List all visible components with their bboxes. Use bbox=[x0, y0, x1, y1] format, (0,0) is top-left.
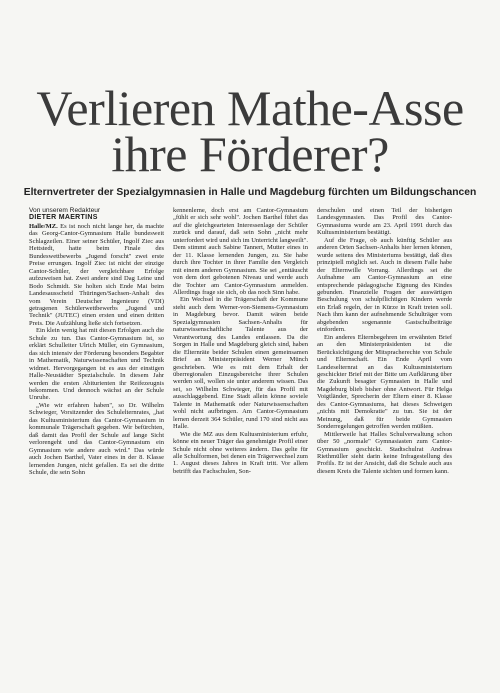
article-paragraph bbox=[173, 207, 308, 296]
headline-line-2: ihre Förderer? bbox=[111, 126, 389, 182]
dateline: Halle/MZ. bbox=[29, 223, 58, 230]
paragraph-text: „Wie wir erfahren haben", so Dr. Wilhelm Schwieger, Vorsitzender des Schulelternrates, „hat das Kultusministerium das Cantor-Gymnasium in kommunale Trägerschaft gegeben. Wir befürchten, daß damit das Profil der Schule auf lange Sicht verlorengeht und das Cantor-Gymnasium ein Gymnasium wie andere auch wird." Das würde auch Jochen Barthel, Vater eines in der 8. Klasse lernenden Jungen, nicht gefallen. Es sei die dritte Schule, die sein Sohn bbox=[29, 401, 164, 476]
paragraph-text: kennenlerne, doch erst am Cantor-Gymnasium „fühlt er sich sehr wohl". Jochen Barthel führt das auf die gleichgearteten Interessenlage der Schüler zurück und darauf, daß sein Sohn „nicht mehr unterfordert wird und sich im Unterricht langweilt". Dem stimmt auch Sabine Tannert, Mutter eines in der 11. Klasse lernenden Jungen, zu. Sie habe durch ihre Tochter in ihrer Familie den Vergleich mit einem anderen Gymnasium. Sie sei „enttäuscht von dem dort gebotenen Niveau und werde auch die Tochter am Cantor-Gymnasium anmelden. Allerdings frage sie sich, ob das noch Sinn habe. bbox=[173, 207, 308, 296]
article-column-2 bbox=[173, 207, 308, 652]
paragraph-text: Ein klein wenig hat mit diesen Erfolgen auch die Schule zu tun. Das Cantor-Gymnasium ist, so erklärt Schulleiter Ulrich Müller, ein Gymnasium, das sich intensiv der Förderung besonders Begabter in Mathematik, Naturwissenschaften und Technik widmet. Hervorgegangen ist es aus der einstigen Halle-Neustädter Spezialschule. In diesem Jahr werden die ersten Abiturienten ihr Reifezeugnis bekommen. Und dennoch wächst an der Schule Unruhe. bbox=[29, 327, 164, 402]
paragraph-text: Ein anderes Elternbegehren im erwähnten Brief an den Ministerpräsidenten ist die Berücksichtigung der Mitspracherechte von Schule und Elternschaft. Ein Ende April vom Landeselternrat an das Kultusministerium geschickter Brief mit der Bitte um Aufklärung über die Zukunft besagter Gymnasien in Halle und Magdeburg blieb bisher ohne Antwort. Für Helga Voigtländer, Sprecherin der Eltern einer 8. Klasse des Cantor-Gymnasiums, hat dieses Schweigen „nichts mit Demokratie" zu tun. Sie ist der Meinung, daß für beide Gymnasien Sonderregelungen getroffen werden müßten. bbox=[317, 333, 452, 431]
article-paragraph bbox=[29, 223, 164, 327]
article-column-3 bbox=[317, 207, 452, 652]
article-paragraph bbox=[29, 402, 164, 477]
paragraph-text: Es ist noch nicht lange her, da machte das Georg-Cantor-Gymnasium Halle bundesweit Schlagzeilen. Einer seiner Schüler, Ingolf Ziec aus Hettstedt, hatte beim Finale des Bundeswettbewerbs „Jugend forscht" zwei erste Preise errungen. Ingolf Ziec ist nicht der einzige Cantor-Schüler, der vergleichbare Erfolge aufzuweisen hat. Zwei andere sind Dag Leine und Bodo Schmidt. Sie holten sich Ende Mai beim Landesausscheid Thüringen/Sachsen-Anhalt des vom Verein Deutscher Ingenieure (VDI) getragenen Schülerwettbewerbs „Jugend und Technik" (JUTEC) einen ersten und einen dritten Preis. Die Aufzählung ließe sich fortsetzen. bbox=[29, 223, 164, 327]
article-paragraph bbox=[317, 431, 452, 476]
paragraph-text: Ein Wechsel in die Trägerschaft der Kommune steht auch dem Werner-von-Siemens-Gymnasium in Magdeburg bevor. Damit wären beide Spezialgymnasien Sachsen-Anhalts für naturwissenschaftliche Talente aus der Verantwortung des Landes entlassen. Da die Sorgen in Halle und Magdeburg gleich sind, haben die Elternräte beider Schulen einen gemeinsamen Brief an Ministerpräsident Werner Münch geschrieben. Wie es mit dem Erhalt der überregionalen Einzugsbereiche ihrer Schulen werden soll, wollen sie unter anderem wissen. Das sei, so Wilhelm Schwieger, für das Profil mit ausschlaggebend. Eine Stadt allein könne soviele Talente in Mathematik oder Naturwissenschaften wohl nicht aufbringen. Am Cantor-Gymnasium lernen derzeit 364 Schüler, rund 170 sind nicht aus Halle. bbox=[173, 296, 308, 431]
article-column-1 bbox=[29, 223, 164, 653]
article-paragraph bbox=[317, 237, 452, 334]
paragraph-text: Auf die Frage, ob auch künftig Schüler aus anderen Orten Sachsen-Anhalts hier lernen können, wurde seitens des Ministeriums bestätigt, daß dies prinzipiell möglich sei. Auch in diesem Falle habe der Elternwille Vorrang. Allerdings sei die Aufnahme am Cantor-Gymnasium an eine entsprechende pädagogische Eignung des Kindes gebunden. Finanzielle Fragen der auswärtigen Beschulung von schulpflichtigen Kindern werde ein Erlaß regeln, der in Kürze in Kraft treten soll. Nach ihm kann der aufnehmende Schulträger vom abgebenden sogenannte Gastschulbeiträge einfordern. bbox=[317, 236, 452, 334]
article-paragraph bbox=[317, 207, 452, 237]
article-paragraph bbox=[173, 431, 308, 476]
subheadline: Elternvertreter der Spezialgymnasien in Halle und Magdeburg fürchten um Bildungschancen bbox=[23, 187, 477, 198]
paragraph-text: derschulen und einen Teil der bisherigen Landesgymnasien. Das Profil des Cantor-Gymnasiums wurde am 23. April 1991 durch das Kultusministerium bestätigt. bbox=[317, 207, 452, 237]
headline-line-1: Verlieren Mathe-Asse bbox=[36, 80, 464, 136]
article-paragraph bbox=[173, 296, 308, 430]
paragraph-text: Mittlerweile hat Halles Schulverwaltung schon über 50 „normale" Gymnasiasten zum Cantor-Gymnasium geschickt. Stadtschulrat Andreas Riethmüller sieht darin keine Infragestellung des Profils. Er ist der Ansicht, daß die Schule auch aus diesem Kreis die Talente sichten und formen kann. bbox=[317, 430, 452, 475]
paragraph-text: Wie die MZ aus dem Kultusministerium erfuhr, könne ein neuer Träger das genehmigte Profil einer Schule nicht ohne weiteres ändern. Das gelte für alle Schulformen, bei denen ein Trägerwechsel zum 1. August dieses Jahres in Kraft tritt. Vor allem betrifft das Fachschulen, Son- bbox=[173, 430, 308, 475]
article-paragraph bbox=[317, 334, 452, 431]
article-paragraph bbox=[29, 327, 164, 402]
byline-author: DIETER MAERTINS bbox=[29, 214, 98, 221]
byline-label: Von unserem Redakteur bbox=[29, 207, 101, 214]
